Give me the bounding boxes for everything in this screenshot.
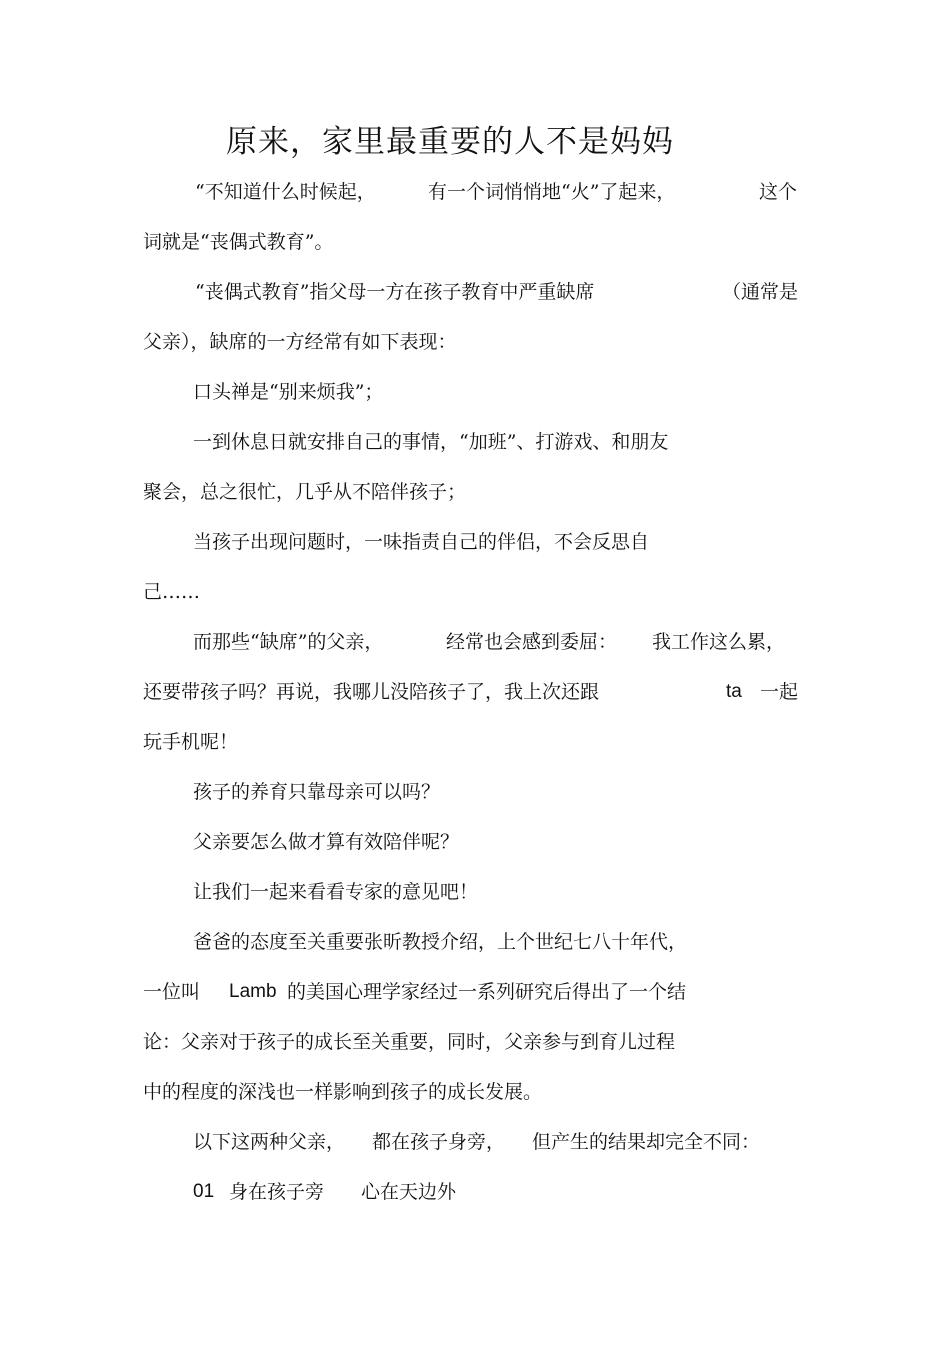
text-segment: 父亲），缺席的一方经常有如下表现：	[143, 331, 457, 353]
text-segment: “不知道什么时候起，	[195, 181, 376, 203]
text-segment: 让我们一起来看看专家的意见吧！	[193, 881, 479, 903]
text-segment: 中的程度的深浅也一样影响到孩子的成长发展。	[143, 1081, 543, 1103]
text-segment: 都在孩子身旁，	[372, 1131, 506, 1153]
text-segment: 玩手机呢！	[143, 731, 239, 753]
text-segment: 口头禅是“别来烦我”；	[193, 381, 384, 403]
text-segment: 但产生的结果却完全不同：	[532, 1131, 761, 1153]
text-segment: “丧偶式教育”指父母一方在孩子教育中严重缺席	[195, 281, 595, 303]
text-segment: 还要带孩子吗？再说，我哪儿没陪孩子了，我上次还跟	[143, 681, 600, 703]
section-number: 01	[193, 1181, 215, 1202]
text-segment: 一起	[760, 681, 799, 703]
text-segment: 一位叫	[143, 981, 201, 1003]
text-segment: 的美国心理学家经过一系列研究后得出了一个结	[287, 981, 687, 1003]
text-segment: 父亲要怎么做才算有效陪伴呢？	[193, 831, 460, 853]
text-segment: 以下这两种父亲，	[193, 1131, 346, 1153]
text-segment: 己……	[143, 581, 201, 603]
text-segment: 而那些“缺席”的父亲，	[193, 631, 384, 653]
text-segment: 心在天边外	[361, 1181, 457, 1203]
text-segment: 词就是“丧偶式教育”。	[143, 231, 334, 253]
article-title: 原来，家里最重要的人不是妈妈	[226, 124, 674, 160]
text-segment: 一到休息日就安排自己的事情，“加班”、打游戏、和朋友	[193, 431, 669, 453]
text-segment: 论：父亲对于孩子的成长至关重要，同时，父亲参与到育儿过程	[143, 1031, 676, 1053]
text-segment: 当孩子出现问题时，一味指责自己的伴侣，不会反思自	[193, 531, 650, 553]
text-segment: 聚会，总之很忙，几乎从不陪伴孩子；	[143, 481, 467, 503]
text-segment: 我工作这么累，	[652, 631, 786, 653]
text-segment: 经常也会感到委屈：	[446, 631, 618, 653]
text-segment: 爸爸的态度至关重要张昕教授介绍，上个世纪七八十年代，	[193, 931, 688, 953]
text-segment: 有一个词悄悄地“火”了起来，	[428, 181, 676, 203]
text-segment: ta	[726, 681, 742, 702]
text-segment: 这个	[759, 181, 798, 203]
text-segment: 身在孩子旁	[229, 1181, 325, 1203]
text-segment: Lamb	[229, 981, 277, 1002]
text-segment: 孩子的养育只靠母亲可以吗？	[193, 781, 441, 803]
text-segment: （通常是	[722, 281, 799, 303]
